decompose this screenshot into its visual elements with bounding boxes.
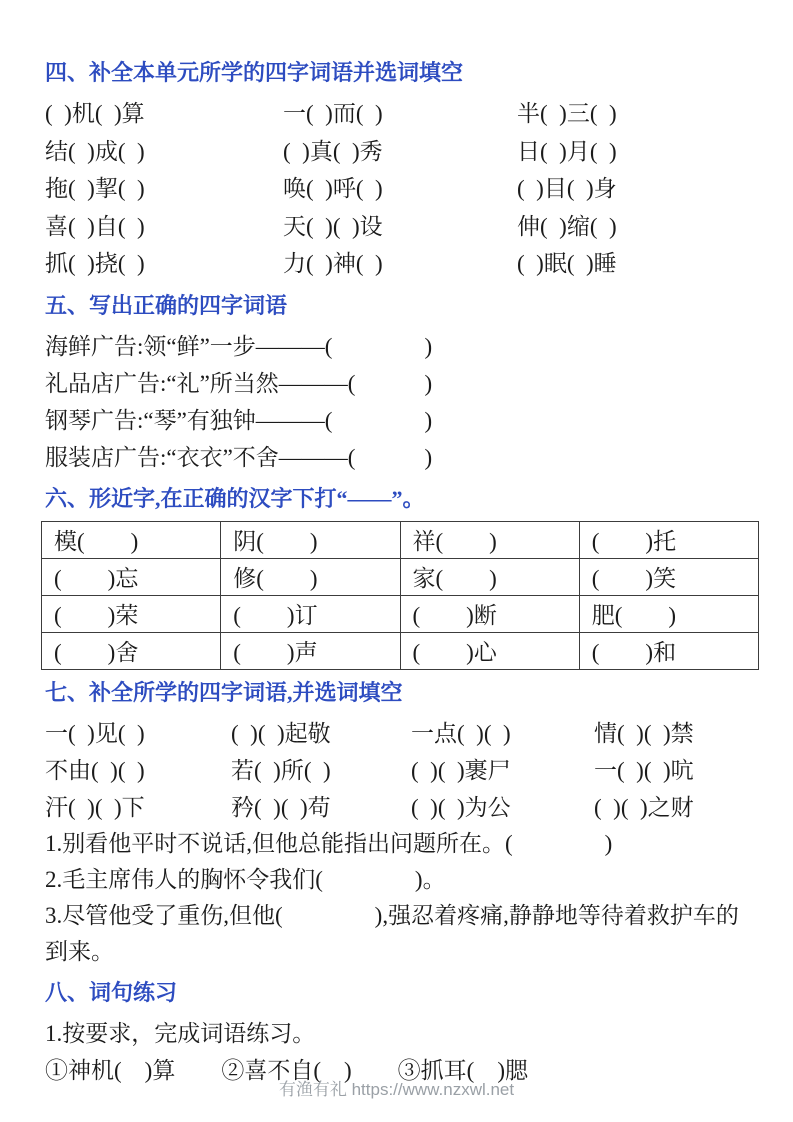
- table-cell: 模( ): [42, 521, 221, 558]
- section8-instruction: 1.按要求，完成词语练习。: [45, 1020, 316, 1046]
- section4-row: [45, 245, 757, 283]
- table-cell: ( )笑: [579, 558, 758, 595]
- word-blank: 汗( )( )下: [45, 794, 145, 820]
- word-blank: 唤( )呼( ): [283, 176, 383, 201]
- word-blank: 不由( )( ): [45, 757, 145, 783]
- table-cell: ( )和: [579, 632, 758, 669]
- word-blank: ( )机( )算: [45, 101, 145, 126]
- word-blank: ②喜不自( ): [221, 1057, 352, 1083]
- word-blank: 力( )神( ): [283, 251, 383, 276]
- section8-title: 八、词句练习: [45, 979, 178, 1005]
- similar-characters-table: [41, 521, 759, 670]
- word-blank: 半( )三( ): [517, 101, 617, 126]
- section6-title: 六、形近字,在正确的汉字下打“——”。: [45, 485, 425, 511]
- fill-in-sentence: 2.毛主席伟人的胸怀令我们( )。: [45, 866, 446, 892]
- section5-title: 五、写出正确的四字词语: [45, 292, 288, 318]
- table-row: [42, 632, 759, 669]
- word-blank: ( )真( )秀: [283, 138, 383, 164]
- word-blank: ③抓耳( )腮: [397, 1057, 528, 1083]
- table-cell: ( )订: [221, 595, 400, 632]
- section7-row: [45, 715, 757, 752]
- word-blank: ( )目( )身: [517, 176, 617, 201]
- table-cell: ( )心: [400, 632, 579, 669]
- section4-row: [45, 170, 757, 208]
- word-blank: 结( )成( ): [45, 138, 145, 164]
- table-cell: ( )托: [579, 521, 758, 558]
- word-blank: ①神机( )算: [45, 1057, 176, 1083]
- ad-line: 海鲜广告:领“鲜”一步———( ): [45, 333, 433, 359]
- section4-title: 四、补全本单元所学的四字词语并选词填空: [45, 60, 464, 85]
- section7-row: [45, 789, 757, 826]
- section4-row: [45, 95, 757, 133]
- table-cell: ( )声: [221, 632, 400, 669]
- section4-row: [45, 133, 757, 171]
- table-cell: 修( ): [221, 558, 400, 595]
- table-row: [42, 595, 759, 632]
- fill-in-sentence: 3.尽管他受了重伤,但他( ),强忍着疼痛,静静地等待着救护车的到来。: [45, 902, 739, 964]
- table-cell: ( )荣: [42, 595, 221, 632]
- word-blank: ( )( )之财: [594, 794, 694, 820]
- word-blank: 一( )而( ): [283, 101, 383, 126]
- word-blank: ( )( )起敬: [231, 720, 331, 746]
- fill-in-sentence: 1.别看他平时不说话,但他总能指出问题所在。( ): [45, 830, 613, 856]
- word-blank: 情( )( )禁: [594, 720, 694, 746]
- watermark-footer: 有渔有礼 https://www.nzxwl.net: [278, 1080, 515, 1099]
- table-cell: 肥( ): [579, 595, 758, 632]
- section4-row: [45, 208, 757, 246]
- table-cell: 阴( ): [221, 521, 400, 558]
- table-row: [42, 558, 759, 595]
- ad-line: 服装店广告:“衣衣”不舍———( ): [45, 444, 433, 470]
- section7-row: [45, 752, 757, 789]
- word-blank: 拖( )挈( ): [45, 176, 145, 201]
- word-blank: ( )( )为公: [411, 794, 511, 820]
- word-blank: 天( )( )设: [283, 213, 383, 239]
- table-cell: 祥( ): [400, 521, 579, 558]
- ad-line: 礼品店广告:“礼”所当然———( ): [45, 370, 433, 396]
- section7-title: 七、补全所学的四字词语,并选词填空: [45, 679, 403, 705]
- word-blank: 矜( )( )苟: [231, 794, 331, 820]
- table-cell: ( )忘: [42, 558, 221, 595]
- table-cell: ( )舍: [42, 632, 221, 669]
- word-blank: 日( )月( ): [517, 138, 617, 164]
- word-blank: ( )眠( )睡: [517, 251, 617, 276]
- table-cell: ( )断: [400, 595, 579, 632]
- word-blank: 抓( )挠( ): [45, 251, 145, 276]
- word-blank: 伸( )缩( ): [517, 213, 617, 239]
- word-blank: 一( )见( ): [45, 720, 145, 746]
- word-blank: 一( )( )吭: [594, 757, 694, 783]
- table-row: [42, 521, 759, 558]
- word-blank: ( )( )裹尸: [411, 757, 511, 783]
- word-blank: 一点( )( ): [411, 720, 511, 746]
- table-cell: 家( ): [400, 558, 579, 595]
- word-blank: 喜( )自( ): [45, 213, 145, 239]
- word-blank: 若( )所( ): [231, 757, 331, 783]
- ad-line: 钢琴广告:“琴”有独钟———( ): [45, 407, 433, 433]
